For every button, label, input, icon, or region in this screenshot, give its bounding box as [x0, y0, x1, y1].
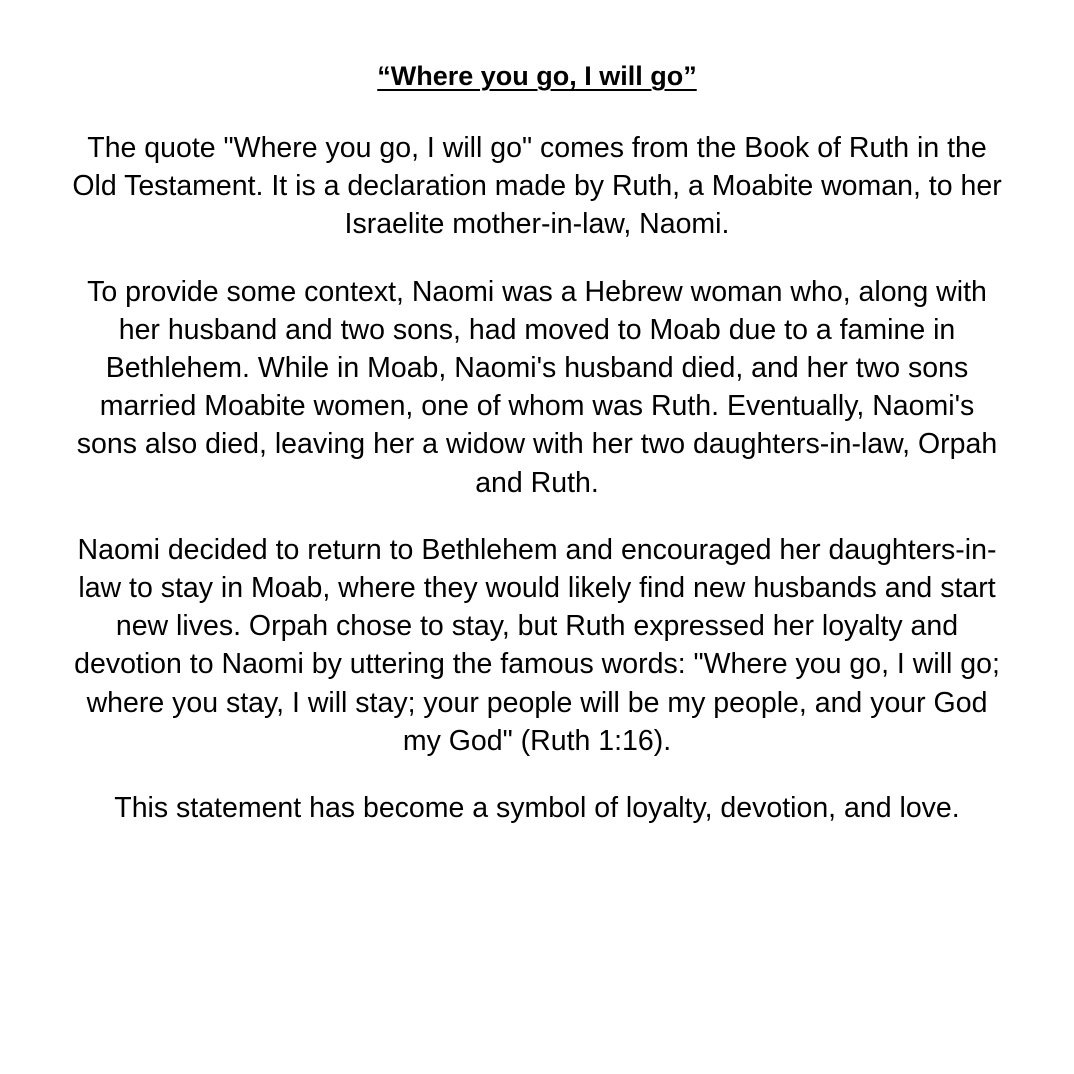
- paragraph-conclusion: This statement has become a symbol of loyalty, devotion, and love.: [114, 792, 960, 825]
- paragraph-intro: The quote "Where you go, I will go" comes from the Book of Ruth in the Old Testament. It is a declaration made by Ruth, a Moabite woman, to her Israelite mother-in-law, Naomi.: [72, 132, 1002, 241]
- document-title: “Where you go, I will go”: [377, 61, 697, 91]
- paragraph-context: To provide some context, Naomi was a Hebrew woman who, along with her husband and two sons, had moved to Moab due to a famine in Bethlehem. While in Moab, Naomi's husband died, and her two sons married Moabite women, one of whom was Ruth. Eventually, Naomi's sons also died, leaving her a widow with her two daughters-in-law, Orpah and Ruth.: [76, 275, 998, 499]
- paragraph-ruth-declaration: Naomi decided to return to Bethlehem and encouraged her daughters-in-law to stay in Moab, where they would likely find new husbands and start new lives. Orpah chose to stay, but Ruth expressed her loyalty and devotion to Naomi by uttering the famous words: "Where you go, I will go; where you stay, I will stay; your people will be my people, and your God my God" (Ruth 1:16).: [74, 533, 1000, 757]
